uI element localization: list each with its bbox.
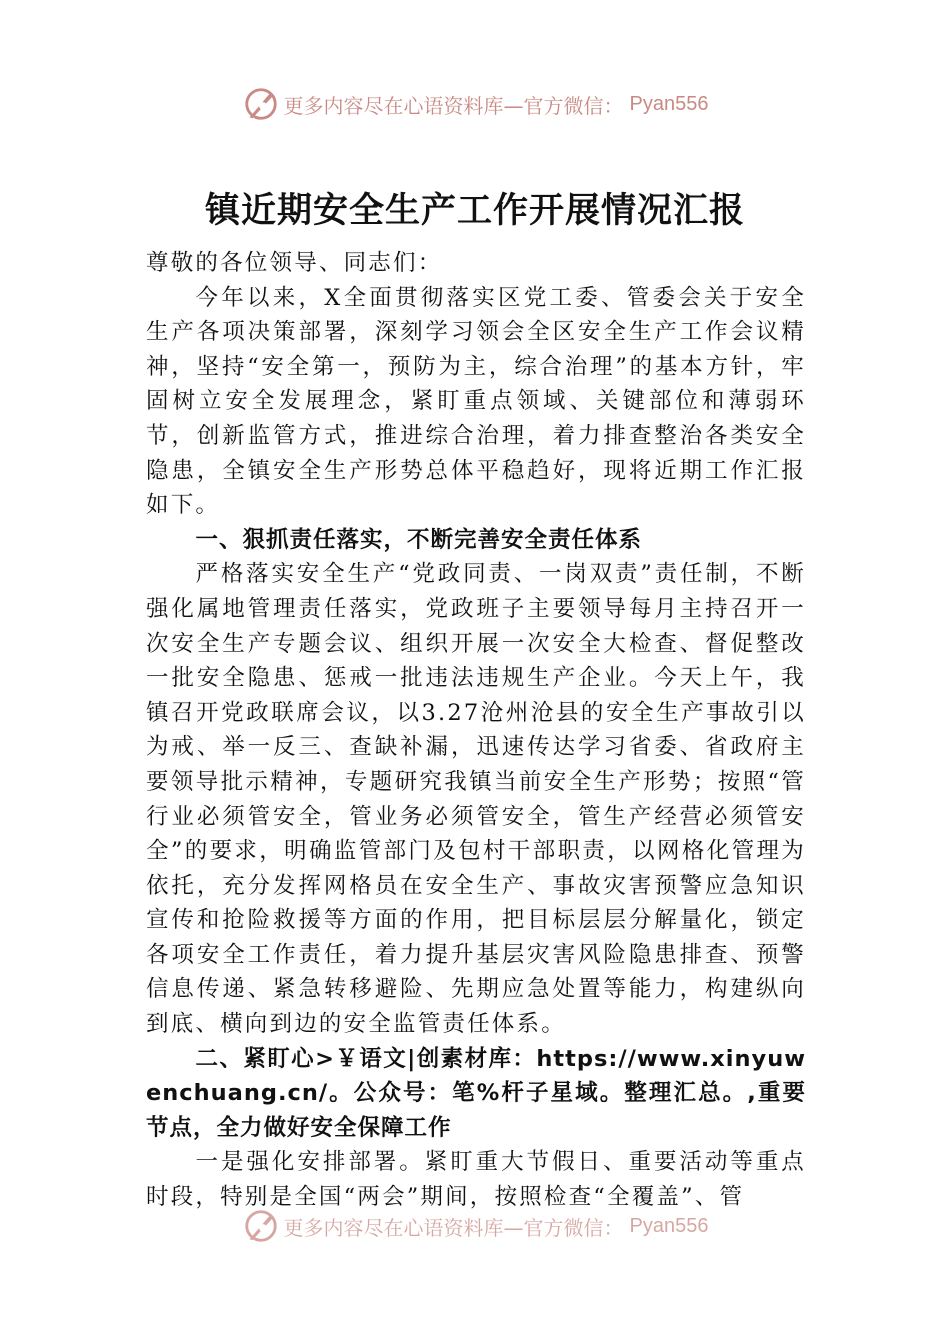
quill-logo-icon <box>242 1207 280 1245</box>
section-1-heading: 一、狠抓责任落实，不断完善安全责任体系 <box>195 526 643 553</box>
quill-logo-icon <box>242 85 280 123</box>
intro-paragraph: 今年以来，X全面贯彻落实区党工委、管委会关于安全生产各项决策部署，深刻学习领会全区安全生产工作会议精神，坚持“安全第一，预防为主，综合治理”的基本方针，牢固树立安全发展理念，紧盯重点领域、关键部位和薄弱环节，创新监管方式，推进综合治理，着力排查整治各类安全隐患，全镇安全生产形势总体平稳趋好，现将近期工作汇报如下。 <box>146 284 806 519</box>
section-2-paragraph: 一是强化安排部署。紧盯重大节假日、重要活动等重点时段，特别是全国“两会”期间，按照检查“全覆盖”、管 <box>146 1149 806 1211</box>
watermark-text: 更多内容尽在心语资料库—官方微信： <box>283 1215 624 1240</box>
watermark-footer <box>0 1206 950 1246</box>
watermark-wechat-id: Pyan556 <box>629 92 709 115</box>
watermark-wechat-id: Pyan556 <box>629 1214 709 1237</box>
salutation: 尊敬的各位领导、同志们： <box>146 250 443 276</box>
watermark-text: 更多内容尽在心语资料库—官方微信： <box>283 93 624 118</box>
document-body <box>146 246 806 1215</box>
section-2-heading: 二、紧盯心>￥语文|创素材库：https://www.xinyuwenchuang.cn/。公众号：笔%杆子星域。整理汇总。,重要节点，全力做好安全保障工作 <box>146 1045 806 1141</box>
document-title: 镇近期安全生产工作开展情况汇报 <box>204 190 745 231</box>
section-1-paragraph: 严格落实安全生产“党政同责、一岗双责”责任制，不断强化属地管理责任落实，党政班子主要领导每月主持召开一次安全生产专题会议、组织开展一次安全大检查、督促整改一批安全隐患、惩戒一批违法违规生产企业。今天上午，我镇召开党政联席会议，以3.27沧州沧县的安全生产事故引以为戒、举一反三、查缺补漏，迅速传达学习省委、省政府主要领导批示精神，专题研究我镇当前安全生产形势；按照“管行业必须管安全，管业务必须管安全，管生产经营必须管安全”的要求，明确监管部门及包村干部职责，以网格化管理为依托，充分发挥网格员在安全生产、事故灾害预警应急知识宣传和抢险救援等方面的作用，把目标层层分解量化，锁定各项安全工作责任，着力提升基层灾害风险隐患排查、预警信息传递、紧急转移避险、先期应急处置等能力，构建纵向到底、横向到边的安全监管责任体系。 <box>146 561 806 1038</box>
watermark-header <box>0 84 950 124</box>
